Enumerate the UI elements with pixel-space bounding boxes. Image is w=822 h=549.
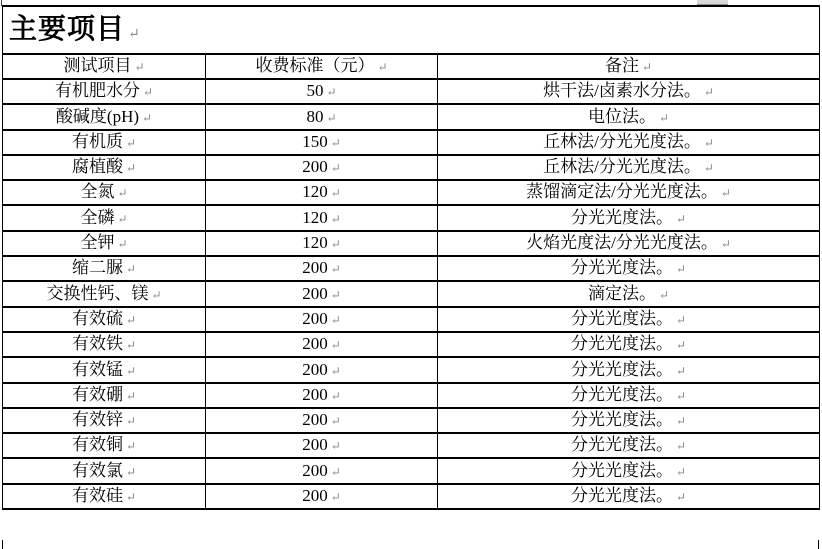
table-row xyxy=(3,104,820,129)
table-right-border-continuation xyxy=(818,540,819,549)
paragraph-mark-icon: ↵ xyxy=(326,85,337,100)
cell-remark: 丘林法/分光光度法。 ↵ xyxy=(438,155,820,180)
cell-fee: 50 ↵ xyxy=(206,79,438,104)
header-remarks: 备注 ↵ xyxy=(438,54,820,79)
cell-fee: 200 ↵ xyxy=(206,281,438,306)
table-row xyxy=(3,79,820,104)
paragraph-mark-icon: ↵ xyxy=(658,287,670,302)
paragraph-mark-icon: ↵ xyxy=(125,490,137,505)
paragraph-mark-icon: ↵ xyxy=(125,414,137,429)
header-fee-standard: 收费标准（元） ↵ xyxy=(206,54,438,79)
cell-test-item: 有效铁 ↵ xyxy=(3,332,206,357)
paragraph-mark-icon: ↵ xyxy=(330,414,341,429)
paragraph-mark-icon: ↵ xyxy=(330,464,341,479)
paragraph-mark-icon: ↵ xyxy=(377,60,388,75)
cell-fee: 150 ↵ xyxy=(206,130,438,155)
table-row xyxy=(3,332,820,357)
table-row xyxy=(3,383,820,408)
paragraph-mark-icon: ↵ xyxy=(703,85,714,100)
table-title-row xyxy=(3,6,820,54)
paragraph-mark-icon: ↵ xyxy=(330,388,341,403)
paragraph-mark-icon: ↵ xyxy=(330,161,341,176)
table-row xyxy=(3,180,820,205)
paragraph-mark-icon: ↵ xyxy=(330,439,341,454)
table-row xyxy=(3,433,820,458)
paragraph-mark-icon: ↵ xyxy=(330,237,341,252)
paragraph-mark-icon: ↵ xyxy=(675,312,687,327)
table-row xyxy=(3,281,820,306)
paragraph-mark-icon: ↵ xyxy=(142,110,153,125)
paragraph-mark-icon: ↵ xyxy=(675,388,687,403)
paragraph-mark-icon: ↵ xyxy=(703,135,714,150)
cell-fee: 200 ↵ xyxy=(206,383,438,408)
paragraph-mark-icon: ↵ xyxy=(125,135,137,150)
table-header-row xyxy=(3,54,820,79)
paragraph-mark-icon: ↵ xyxy=(720,186,731,201)
cell-test-item: 有机肥水分 ↵ xyxy=(3,79,206,104)
cell-remark: 丘林法/分光光度法。 ↵ xyxy=(438,130,820,155)
table-row xyxy=(3,130,820,155)
table-row xyxy=(3,484,820,509)
cell-test-item: 交换性钙、镁 ↵ xyxy=(3,281,206,306)
paragraph-mark-icon: ↵ xyxy=(117,211,128,226)
paragraph-mark-icon: ↵ xyxy=(675,439,687,454)
table-row xyxy=(3,256,820,281)
table-row xyxy=(3,155,820,180)
paragraph-mark-icon: ↵ xyxy=(675,464,687,479)
paragraph-mark-icon: ↵ xyxy=(641,60,653,75)
paragraph-mark-icon: ↵ xyxy=(125,439,137,454)
paragraph-mark-icon: ↵ xyxy=(675,262,687,277)
paragraph-mark-icon: ↵ xyxy=(703,161,714,176)
paragraph-mark-icon: ↵ xyxy=(675,363,687,378)
cell-remark: 分光光度法。 ↵ xyxy=(438,433,820,458)
cell-test-item: 有效硫 ↵ xyxy=(3,307,206,332)
table-left-border-continuation xyxy=(2,540,3,549)
paragraph-mark-icon: ↵ xyxy=(720,237,731,252)
paragraph-mark-icon: ↵ xyxy=(134,60,145,75)
paragraph-mark-icon: ↵ xyxy=(330,363,341,378)
cell-test-item: 有效氯 ↵ xyxy=(3,458,206,483)
cell-fee: 200 ↵ xyxy=(206,408,438,433)
cell-test-item: 有效铜 ↵ xyxy=(3,433,206,458)
cell-fee: 120 ↵ xyxy=(206,205,438,230)
paragraph-mark-icon: ↵ xyxy=(675,414,687,429)
table-title-cell xyxy=(3,6,820,54)
table-row xyxy=(3,408,820,433)
cell-fee: 200 ↵ xyxy=(206,357,438,382)
cell-remark: 蒸馏滴定法/分光光度法。 ↵ xyxy=(438,180,820,205)
cell-test-item: 有机质 ↵ xyxy=(3,130,206,155)
paragraph-mark-icon: ↵ xyxy=(128,26,141,42)
paragraph-mark-icon: ↵ xyxy=(675,211,687,226)
table-row xyxy=(3,307,820,332)
paragraph-mark-icon: ↵ xyxy=(125,338,137,353)
cell-fee: 200 ↵ xyxy=(206,256,438,281)
cell-test-item: 腐植酸 ↵ xyxy=(3,155,206,180)
cell-fee: 80 ↵ xyxy=(206,104,438,129)
paragraph-mark-icon: ↵ xyxy=(125,363,137,378)
cell-test-item: 有效硼 ↵ xyxy=(3,383,206,408)
cell-remark: 分光光度法。 ↵ xyxy=(438,484,820,509)
table-body xyxy=(3,79,820,509)
cell-test-item: 有效硅 ↵ xyxy=(3,484,206,509)
table-row xyxy=(3,458,820,483)
paragraph-mark-icon: ↵ xyxy=(125,262,137,277)
cell-fee: 200 ↵ xyxy=(206,307,438,332)
paragraph-mark-icon: ↵ xyxy=(125,161,137,176)
table-row xyxy=(3,205,820,230)
paragraph-mark-icon: ↵ xyxy=(675,490,687,505)
cell-remark: 分光光度法。 ↵ xyxy=(438,332,820,357)
cell-fee: 200 ↵ xyxy=(206,155,438,180)
paragraph-mark-icon: ↵ xyxy=(142,85,154,100)
paragraph-mark-icon: ↵ xyxy=(151,287,162,302)
cell-test-item: 酸碱度(pH) ↵ xyxy=(3,104,206,129)
paragraph-mark-icon: ↵ xyxy=(117,186,128,201)
paragraph-mark-icon: ↵ xyxy=(330,338,341,353)
paragraph-mark-icon: ↵ xyxy=(125,388,137,403)
cell-test-item: 全磷 ↵ xyxy=(3,205,206,230)
cell-test-item: 有效锌 ↵ xyxy=(3,408,206,433)
paragraph-mark-icon: ↵ xyxy=(330,211,341,226)
table-row xyxy=(3,357,820,382)
cell-test-item: 有效锰 ↵ xyxy=(3,357,206,382)
paragraph-mark-icon: ↵ xyxy=(675,338,687,353)
paragraph-mark-icon: ↵ xyxy=(330,186,341,201)
cell-remark: 火焰光度法/分光光度法。 ↵ xyxy=(438,231,820,256)
page-title: 主要项目 xyxy=(9,13,126,45)
header-test-item: 测试项目 ↵ xyxy=(3,54,206,79)
cell-test-item: 缩二脲 ↵ xyxy=(3,256,206,281)
paragraph-mark-icon: ↵ xyxy=(125,464,137,479)
paragraph-mark-icon: ↵ xyxy=(330,490,341,505)
cell-remark: 分光光度法。 ↵ xyxy=(438,205,820,230)
cell-fee: 120 ↵ xyxy=(206,231,438,256)
paragraph-mark-icon: ↵ xyxy=(330,262,341,277)
cell-remark: 分光光度法。 ↵ xyxy=(438,256,820,281)
paragraph-mark-icon: ↵ xyxy=(330,287,341,302)
fee-table xyxy=(2,5,820,510)
cell-test-item: 全钾 ↵ xyxy=(3,231,206,256)
cell-remark: 烘干法/卤素水分法。 ↵ xyxy=(438,79,820,104)
paragraph-mark-icon: ↵ xyxy=(330,312,341,327)
cell-fee: 200 ↵ xyxy=(206,458,438,483)
cell-remark: 滴定法。 ↵ xyxy=(438,281,820,306)
cell-fee: 200 ↵ xyxy=(206,433,438,458)
paragraph-mark-icon: ↵ xyxy=(117,237,128,252)
paragraph-mark-icon: ↵ xyxy=(326,110,337,125)
cell-remark: 分光光度法。 ↵ xyxy=(438,307,820,332)
cell-remark: 电位法。 ↵ xyxy=(438,104,820,129)
paragraph-mark-icon: ↵ xyxy=(125,312,137,327)
cell-fee: 120 ↵ xyxy=(206,180,438,205)
cell-remark: 分光光度法。 ↵ xyxy=(438,383,820,408)
cell-test-item: 全氮 ↵ xyxy=(3,180,206,205)
cell-fee: 200 ↵ xyxy=(206,484,438,509)
paragraph-mark-icon: ↵ xyxy=(658,110,670,125)
cell-fee: 200 ↵ xyxy=(206,332,438,357)
paragraph-mark-icon: ↵ xyxy=(330,135,341,150)
table-row xyxy=(3,231,820,256)
cell-remark: 分光光度法。 ↵ xyxy=(438,357,820,382)
cell-remark: 分光光度法。 ↵ xyxy=(438,408,820,433)
cell-remark: 分光光度法。 ↵ xyxy=(438,458,820,483)
